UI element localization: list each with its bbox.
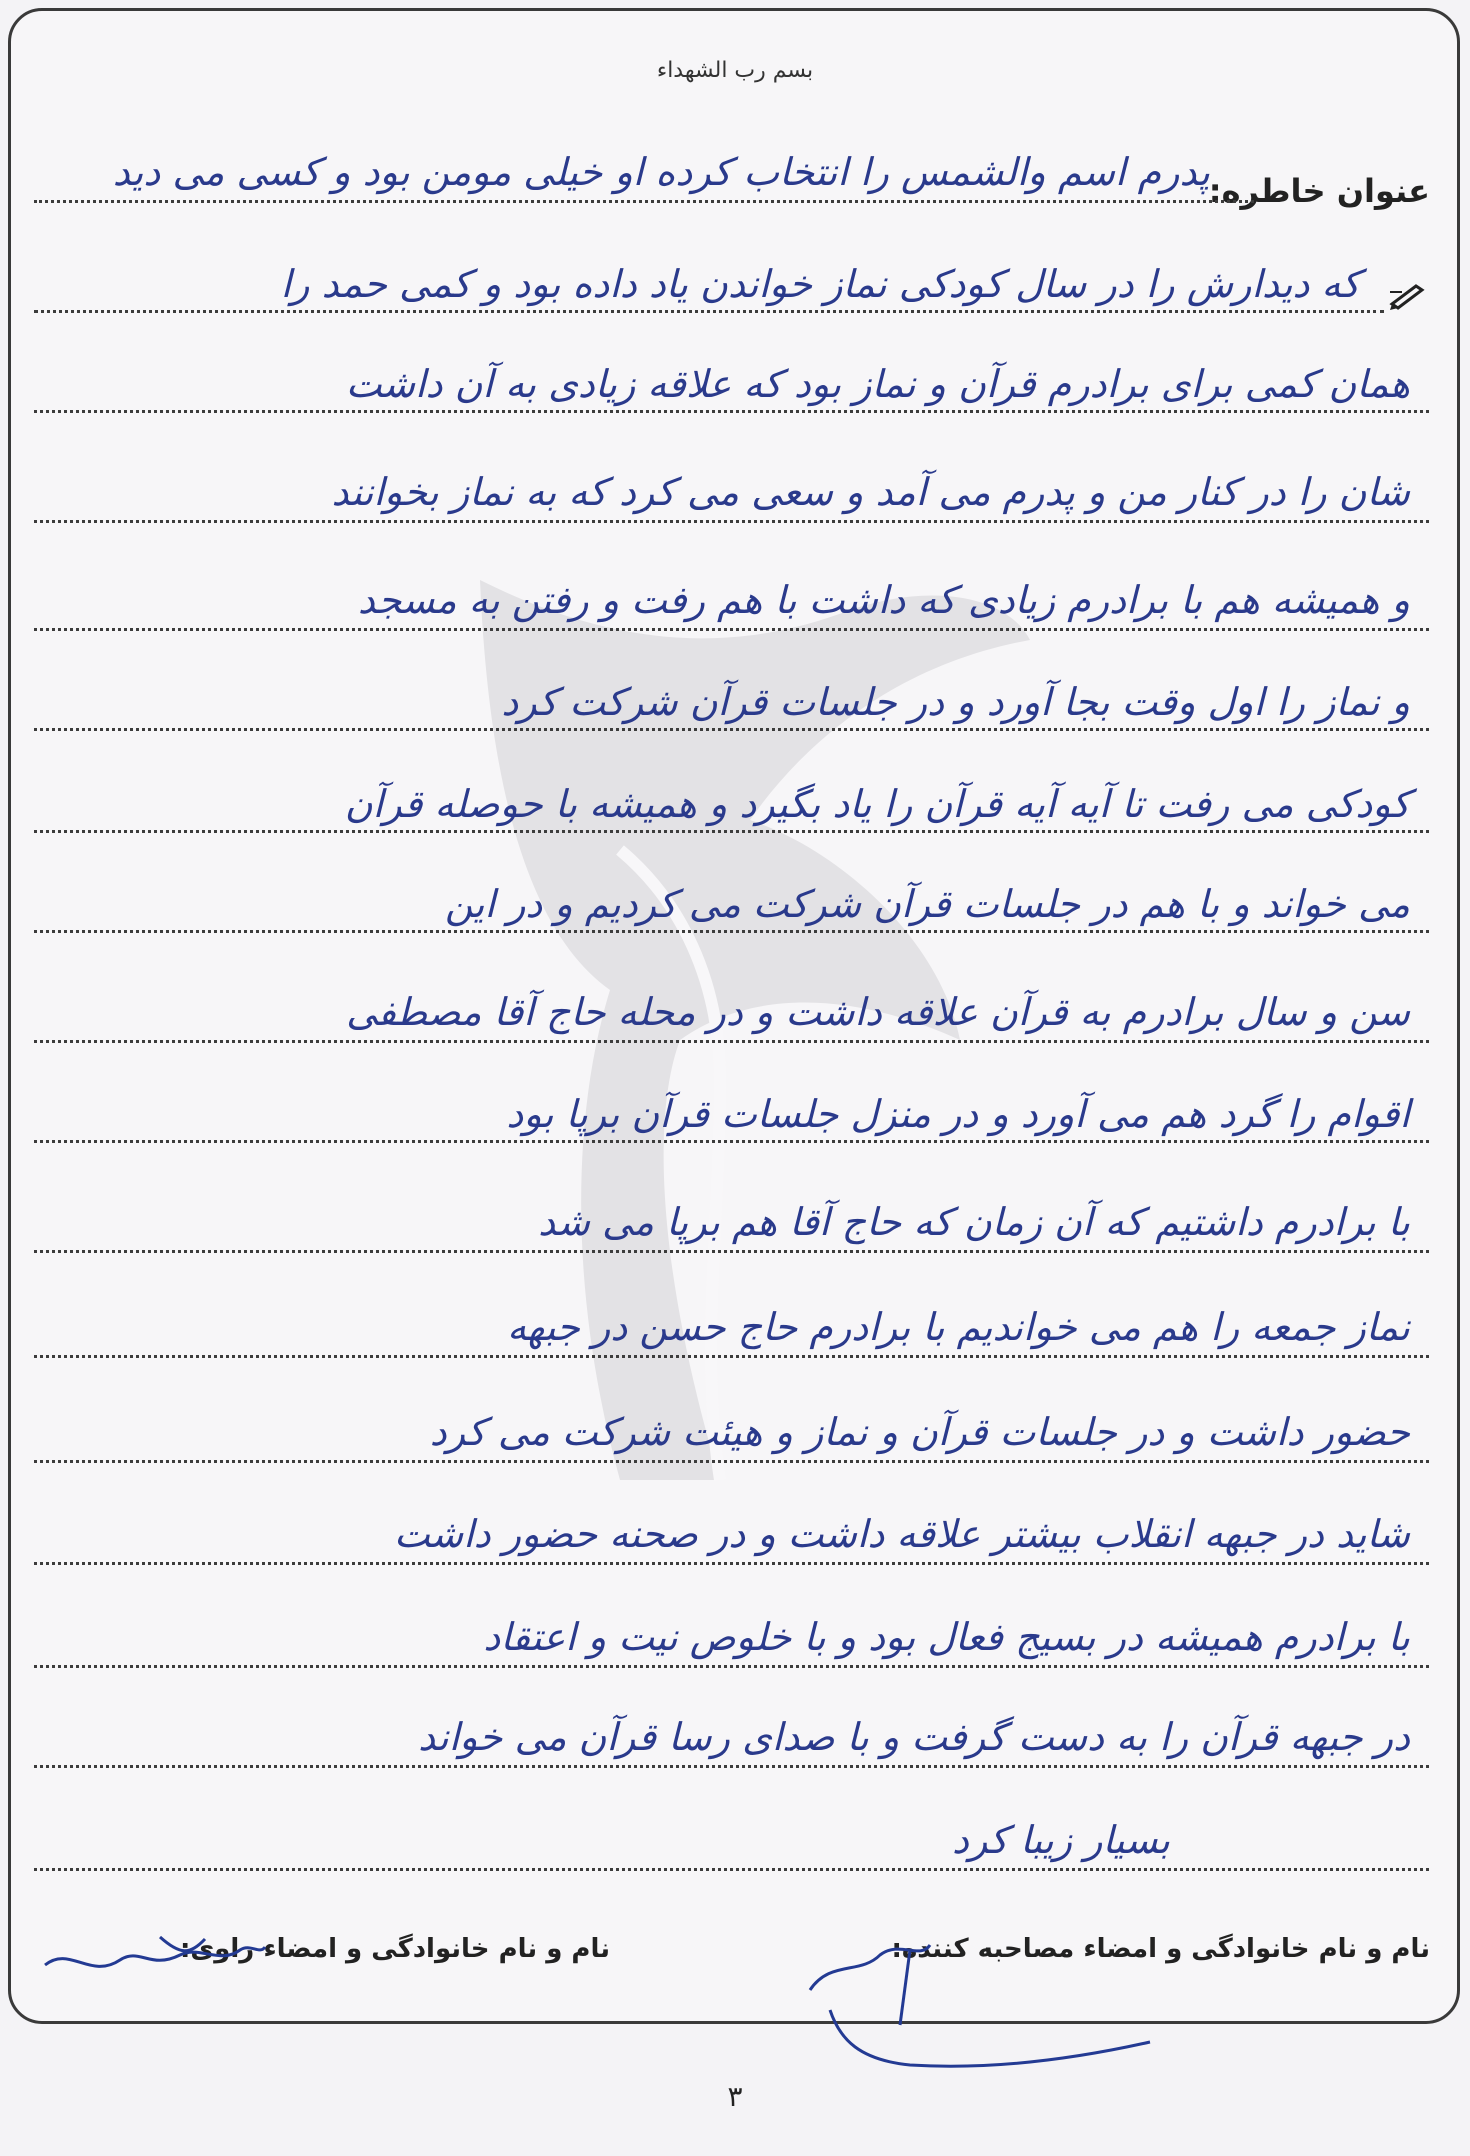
writing-line <box>34 1665 1429 1668</box>
handwritten-line: با برادرم داشتیم که آن زمان که حاج آقا هم برپا می شد <box>538 1200 1410 1244</box>
handwritten-line: حضور داشت و در جلسات قرآن و نماز و هیئت شرکت می کرد <box>429 1410 1410 1454</box>
writing-line <box>34 1460 1429 1463</box>
handwritten-line: می خواند و با هم در جلسات قرآن شرکت می کردیم و در این <box>444 882 1410 926</box>
narrator-signature <box>40 1925 270 1985</box>
handwritten-line: با برادرم همیشه در بسیج فعال بود و با خلوص نیت و اعتقاد <box>483 1615 1410 1659</box>
writing-line <box>34 1868 1429 1871</box>
handwritten-line: شاید در جبهه انقلاب بیشتر علاقه داشت و در صحنه حضور داشت <box>394 1512 1410 1556</box>
interviewer-signature-label: نام و نام خانوادگی و امضاء مصاحبه کننده: <box>891 1934 1430 1964</box>
handwritten-line: و همیشه هم با برادرم زیادی که داشت با هم رفت و رفتن به مسجد <box>357 578 1410 622</box>
handwritten-line: در جبهه قرآن را به دست گرفت و با صدای رسا قرآن می خواند <box>418 1715 1410 1759</box>
handwritten-line: همان کمی برای برادرم قرآن و نماز بود که علاقه زیادی به آن داشت <box>345 362 1410 406</box>
page-header: بسم رب الشهداء <box>656 58 814 83</box>
page-number: ٣ <box>727 2080 743 2113</box>
writing-line <box>34 200 1254 203</box>
writing-line <box>34 1355 1429 1358</box>
handwritten-line: بسیار زیبا کرد <box>952 1818 1170 1862</box>
handwritten-line: پدرم اسم والشمس را انتخاب کرده او خیلی مومن بود و کسی می دید <box>112 150 1210 194</box>
writing-line <box>34 1765 1429 1768</box>
pen-icon <box>1388 280 1428 310</box>
writing-line <box>34 930 1429 933</box>
handwritten-line: سن و سال برادرم به قرآن علاقه داشت و در محله حاج آقا مصطفی <box>346 990 1410 1034</box>
handwritten-line: که دیدارش را در سال کودکی نماز خواندن یاد داده بود و کمی حمد را <box>280 262 1360 306</box>
handwritten-line: و نماز را اول وقت بجا آورد و در جلسات قرآن شرکت کرد <box>501 680 1410 724</box>
handwritten-line: شان را در کنار من و پدرم می آمد و سعی می کرد که به نماز بخوانند <box>331 470 1410 514</box>
writing-line <box>34 628 1429 631</box>
writing-line <box>34 310 1384 313</box>
writing-line <box>34 410 1429 413</box>
writing-line <box>34 1140 1429 1143</box>
handwritten-line: کودکی می رفت تا آیه آیه قرآن را یاد بگیرد و همیشه با حوصله قرآن <box>344 782 1410 826</box>
handwritten-line: نماز جمعه را هم می خواندیم با برادرم حاج حسن در جبهه <box>507 1305 1410 1349</box>
handwritten-line: اقوام را گرد هم می آورد و در منزل جلسات قرآن برپا بود <box>506 1092 1410 1136</box>
writing-line <box>34 520 1429 523</box>
writing-line <box>34 1250 1429 1253</box>
memory-title-label: عنوان خاطره: <box>1208 172 1430 210</box>
writing-line <box>34 1562 1429 1565</box>
narrator-signature-label: نام و نام خانوادگی و امضاء راوی: <box>180 1934 610 1964</box>
writing-line <box>34 728 1429 731</box>
interviewer-signature <box>770 1930 1170 2080</box>
writing-line <box>34 1040 1429 1043</box>
writing-line <box>34 830 1429 833</box>
